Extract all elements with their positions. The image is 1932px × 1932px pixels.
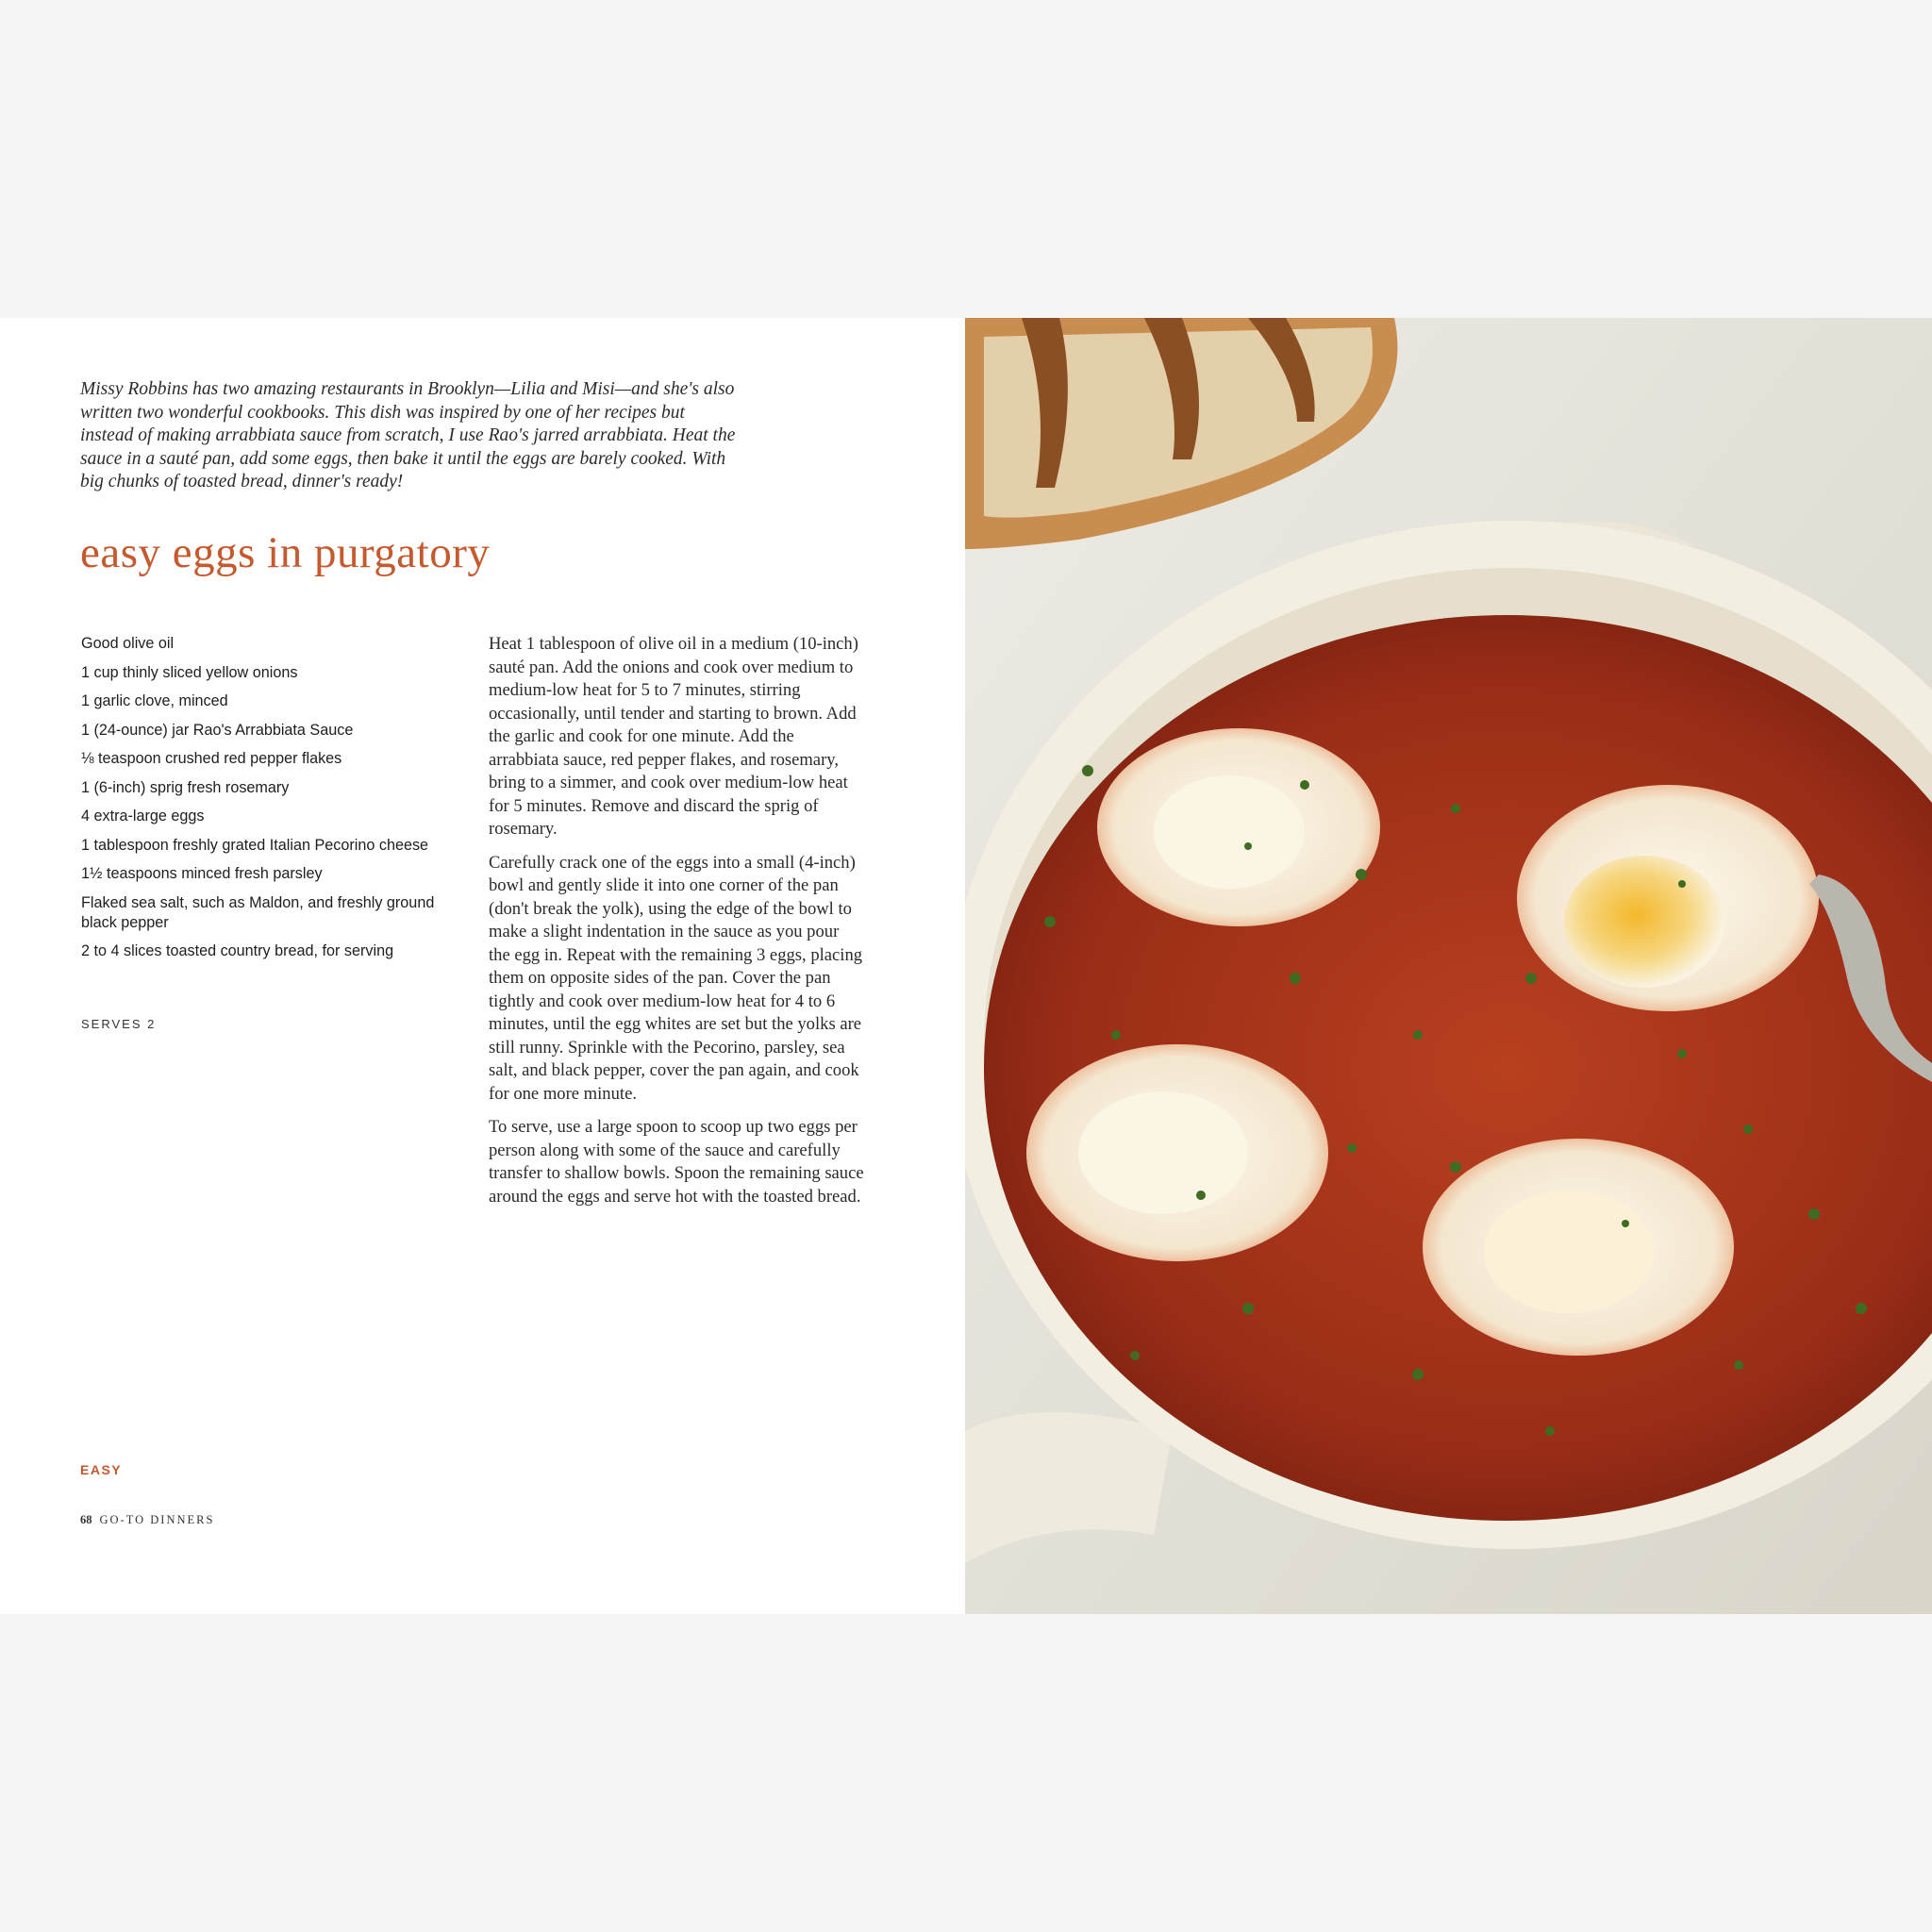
method-paragraph: To serve, use a large spoon to scoop up two eggs per person along with some of the sauce and carefully transfer to shallow bowls. Spoon the remaining sauce around the eggs and serve hot with the toasted bread.: [489, 1117, 864, 1207]
ingredient-item: ⅛ teaspoon crushed red pepper flakes: [81, 750, 342, 767]
poached-egg: [1423, 1139, 1734, 1356]
book-spread: [0, 318, 1932, 1614]
page-footer: [80, 1513, 214, 1527]
ingredient-item: Good olive oil: [81, 635, 175, 652]
ingredient-item: Flaked sea salt, such as Maldon, and freshly ground black pepper: [81, 893, 435, 931]
eggs-in-purgatory-photo: [965, 318, 1932, 1614]
recipe-intro: Missy Robbins has two amazing restaurants in Brooklyn—Lilia and Misi—and she's also written two wonderful cookbooks. This dish was inspired by one of her recipes but instead of making arrabbiata sauce from scratch, I use Rao's jarred arrabbiata. Heat the sauce in a sauté pan, add some eggs, then bake it until the eggs are barely cooked. With big chunks of toasted bread, dinner's ready!: [80, 379, 736, 491]
ingredient-item: 4 extra-large eggs: [81, 808, 205, 824]
ingredient-item: 1 cup thinly sliced yellow onions: [81, 663, 298, 681]
poached-egg: [1517, 785, 1819, 1011]
ingredient-item: 1 garlic clove, minced: [81, 692, 228, 709]
page-number: 68: [80, 1513, 92, 1526]
method-paragraph: Heat 1 tablespoon of olive oil in a medium (10-inch) sauté pan. Add the onions and cook over medium to medium-low heat for 5 to 7 minutes, stirring occasionally, until tender and starting to brown. Add the garlic and cook for one minute. Add the arrabbiata sauce, red pepper flakes, and rosemary, bring to a simmer, and cook over medium-low heat for 5 minutes. Remove and discard the sprig of rosemary.: [489, 634, 858, 839]
ingredient-item: 1 (6-inch) sprig fresh rosemary: [81, 778, 290, 796]
recipe-page: [0, 318, 965, 1614]
poached-egg: [1097, 728, 1380, 926]
recipe-title: easy eggs in purgatory: [80, 528, 491, 577]
section-name: GO-TO DINNERS: [99, 1513, 215, 1526]
poached-egg: [1026, 1044, 1328, 1261]
food-photo: [965, 318, 1932, 1614]
difficulty-label: EASY: [80, 1462, 123, 1477]
method-paragraph: Carefully crack one of the eggs into a small (4-inch) bowl and gently slide it into one corner of the pan (don't break the yolk), using the edge of the bowl to make a slight indentation in the sauce as you pour the egg in. Repeat with the remaining 3 eggs, placing them on opposite sides of the pan. Cover the pan tightly and cook over medium-low heat for 4 to 6 minutes, until the egg whites are set but the yolks are still runny. Sprinkle with the Pecorino, parsley, sea salt, and black pepper, cover the pan again, and cook for one more minute.: [489, 852, 863, 1104]
ingredient-item: 2 to 4 slices toasted country bread, for serving: [81, 942, 394, 959]
method-steps: [489, 633, 864, 1219]
ingredient-item: 1½ teaspoons minced fresh parsley: [81, 865, 323, 882]
ingredient-list: [81, 634, 458, 971]
ingredient-item: 1 (24-ounce) jar Rao's Arrabbiata Sauce: [81, 721, 354, 739]
ingredient-item: 1 tablespoon freshly grated Italian Pecorino cheese: [81, 836, 429, 854]
serves-label: SERVES 2: [81, 1017, 157, 1031]
